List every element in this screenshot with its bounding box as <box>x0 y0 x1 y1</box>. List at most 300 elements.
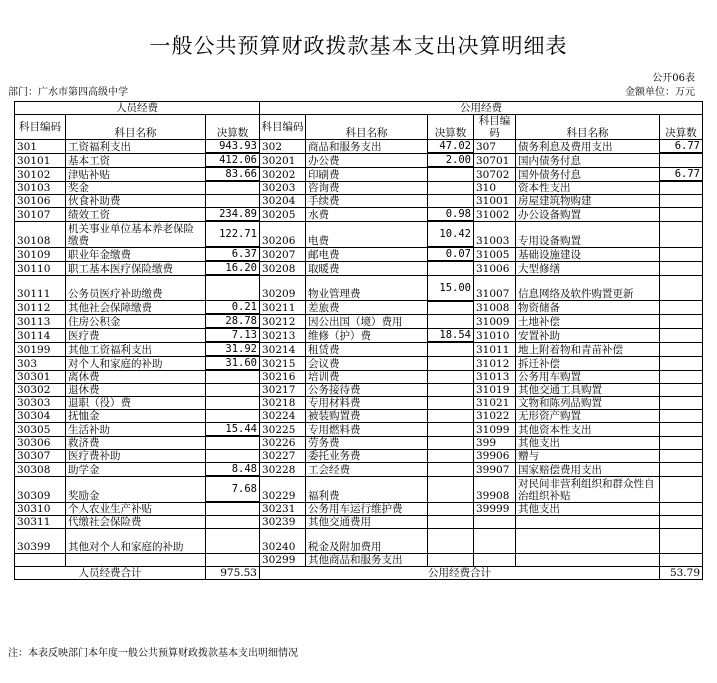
amount-value <box>660 247 703 261</box>
subject-name: 救济费 <box>66 436 206 450</box>
subject-code: 30205 <box>260 208 306 222</box>
amount-value: 2.00 <box>428 153 474 167</box>
subject-code: 30399 <box>15 529 66 554</box>
subject-code: 30209 <box>260 275 306 301</box>
personnel-total-value: 975.53 <box>206 567 260 580</box>
amount-value <box>660 195 703 208</box>
subject-code: 30307 <box>15 450 66 463</box>
amount-value <box>660 328 703 342</box>
subject-name: 咨询费 <box>306 181 428 195</box>
subject-name <box>516 529 660 554</box>
subject-name: 国内债务付息 <box>516 153 660 167</box>
subject-name: 拆迁补偿 <box>516 356 660 370</box>
subject-code: 30702 <box>474 167 516 181</box>
subject-code: 30109 <box>15 247 66 261</box>
subject-code: 310 <box>474 181 516 195</box>
amount-value <box>206 436 260 450</box>
amount-value <box>660 397 703 410</box>
subject-name: 津贴补贴 <box>66 167 206 181</box>
table-row <box>15 153 703 167</box>
subject-code: 30102 <box>15 167 66 181</box>
subject-name: 其他工资福利支出 <box>66 342 206 356</box>
amount-value: 47.02 <box>428 140 474 154</box>
subject-code: 31002 <box>474 208 516 222</box>
amount-value: 31.92 <box>206 342 260 356</box>
amount-value <box>660 516 703 529</box>
amount-value <box>428 436 474 450</box>
footnote: 注：本表反映部门本年度一般公共预算财政拨款基本支出明细情况 <box>8 648 298 659</box>
subject-name: 被装购置费 <box>306 410 428 423</box>
subject-name: 奖金 <box>66 181 206 195</box>
table-row <box>15 502 703 516</box>
amount-value: 8.48 <box>206 463 260 477</box>
table-row <box>15 167 703 181</box>
subject-code: 30311 <box>15 516 66 529</box>
subject-code: 30227 <box>260 450 306 463</box>
subject-code: 30701 <box>474 153 516 167</box>
amount-value <box>660 342 703 356</box>
subject-code: 30303 <box>15 397 66 410</box>
subject-name: 机关事业单位基本养老保险缴费 <box>66 221 206 247</box>
table-row <box>15 554 703 567</box>
amount-value <box>428 370 474 384</box>
table-row <box>15 342 703 356</box>
subject-name: 其他商品和服务支出 <box>306 554 428 567</box>
subject-code: 31022 <box>474 410 516 423</box>
subject-name: 基础设施建设 <box>516 247 660 261</box>
subject-code: 30216 <box>260 370 306 384</box>
amount-value <box>428 554 474 567</box>
subject-name: 住房公积金 <box>66 314 206 328</box>
table-row <box>15 529 703 554</box>
subject-name: 其他对个人和家庭的补助 <box>66 529 206 554</box>
table-row <box>15 410 703 423</box>
subject-code <box>474 554 516 567</box>
subject-name: 公务用车购置 <box>516 370 660 384</box>
subject-code: 30213 <box>260 328 306 342</box>
name-header: 科目名称 <box>66 115 206 140</box>
subject-name: 债务利息及费用支出 <box>516 140 660 154</box>
subject-code: 30103 <box>15 181 66 195</box>
table-row <box>15 275 703 301</box>
subject-name: 退职（役）费 <box>66 397 206 410</box>
table-row <box>15 516 703 529</box>
subject-name: 物业管理费 <box>306 275 428 301</box>
amount-value <box>660 450 703 463</box>
subject-code: 31006 <box>474 261 516 275</box>
amount-value <box>428 397 474 410</box>
table-row <box>15 328 703 342</box>
amount-value: 0.07 <box>428 247 474 261</box>
amount-value: 31.60 <box>206 356 260 370</box>
subject-code: 303 <box>15 356 66 370</box>
subject-name: 对民间非营利组织和群众性自治组织补贴 <box>516 476 660 502</box>
amount-value <box>660 153 703 167</box>
amount-value <box>660 261 703 275</box>
subject-name: 劳务费 <box>306 436 428 450</box>
subject-code: 30228 <box>260 463 306 477</box>
subject-code: 39906 <box>474 450 516 463</box>
subject-name: 奖励金 <box>66 476 206 502</box>
amount-value <box>428 181 474 195</box>
subject-code: 30202 <box>260 167 306 181</box>
subject-code: 31001 <box>474 195 516 208</box>
code-header: 科目编码 <box>474 115 516 140</box>
table-row <box>15 195 703 208</box>
subject-name: 培训费 <box>306 370 428 384</box>
subject-code: 30212 <box>260 314 306 328</box>
subject-code: 30106 <box>15 195 66 208</box>
table-row <box>15 370 703 384</box>
subject-code: 301 <box>15 140 66 154</box>
table-row <box>15 356 703 370</box>
amount-value <box>660 301 703 315</box>
amount-value <box>660 436 703 450</box>
subject-name: 因公出国（境）费用 <box>306 314 428 328</box>
subject-name: 差旅费 <box>306 301 428 315</box>
amount-value <box>660 370 703 384</box>
subject-code: 30304 <box>15 410 66 423</box>
subject-name: 土地补偿 <box>516 314 660 328</box>
amount-value <box>206 397 260 410</box>
subject-name: 代缴社会保险费 <box>66 516 206 529</box>
name-header: 科目名称 <box>516 115 660 140</box>
subject-code: 30214 <box>260 342 306 356</box>
amount-value: 122.71 <box>206 221 260 247</box>
form-number: 公开06表 <box>652 73 695 84</box>
subject-name: 房屋建筑物购建 <box>516 195 660 208</box>
subject-name: 大型修缮 <box>516 261 660 275</box>
subject-name: 绩效工资 <box>66 208 206 222</box>
table-row <box>15 181 703 195</box>
amount-value <box>206 384 260 397</box>
subject-name: 无形资产购置 <box>516 410 660 423</box>
subject-name: 其他支出 <box>516 436 660 450</box>
subject-name: 电费 <box>306 221 428 247</box>
table-row <box>15 314 703 328</box>
subject-name: 其他交通费用 <box>306 516 428 529</box>
subject-code: 30306 <box>15 436 66 450</box>
subject-code: 30302 <box>15 384 66 397</box>
subject-name <box>516 516 660 529</box>
subject-code: 30229 <box>260 476 306 502</box>
subject-code: 31005 <box>474 247 516 261</box>
amount-header: 决算数 <box>206 115 260 140</box>
amount-value <box>428 261 474 275</box>
subject-name: 资本性支出 <box>516 181 660 195</box>
subject-name: 抚恤金 <box>66 410 206 423</box>
subject-code: 30204 <box>260 195 306 208</box>
subject-name: 伙食补助费 <box>66 195 206 208</box>
subject-code: 31019 <box>474 384 516 397</box>
amount-value: 6.77 <box>660 167 703 181</box>
subject-code: 30240 <box>260 529 306 554</box>
amount-value: 10.42 <box>428 221 474 247</box>
subject-name: 手续费 <box>306 195 428 208</box>
amount-header: 决算数 <box>428 115 474 140</box>
subject-name: 专用材料费 <box>306 397 428 410</box>
subject-name: 国外债务付息 <box>516 167 660 181</box>
subject-code: 31012 <box>474 356 516 370</box>
table-row <box>15 247 703 261</box>
subject-code: 30108 <box>15 221 66 247</box>
amount-value: 15.44 <box>206 423 260 437</box>
subject-name: 公务用车运行维护费 <box>306 502 428 516</box>
amount-value: 412.06 <box>206 153 260 167</box>
subject-code: 39908 <box>474 476 516 502</box>
subject-code: 30310 <box>15 502 66 516</box>
subject-code: 30215 <box>260 356 306 370</box>
subject-code: 39999 <box>474 502 516 516</box>
amount-value: 7.13 <box>206 328 260 342</box>
amount-value <box>428 195 474 208</box>
amount-value: 16.20 <box>206 261 260 275</box>
amount-value: 6.77 <box>660 140 703 154</box>
table-row <box>15 221 703 247</box>
amount-value <box>428 356 474 370</box>
table-row <box>15 140 703 154</box>
subject-code: 30206 <box>260 221 306 247</box>
subject-code: 30218 <box>260 397 306 410</box>
subject-name: 助学金 <box>66 463 206 477</box>
amount-value <box>428 529 474 554</box>
subject-name: 租赁费 <box>306 342 428 356</box>
subject-code: 39907 <box>474 463 516 477</box>
table-row <box>15 208 703 222</box>
subject-name: 职业年金缴费 <box>66 247 206 261</box>
subject-name: 对个人和家庭的补助 <box>66 356 206 370</box>
subject-code: 30309 <box>15 476 66 502</box>
table-row <box>15 384 703 397</box>
subject-name: 其他资本性支出 <box>516 423 660 437</box>
public-total-value: 53.79 <box>660 567 703 580</box>
table-row <box>15 476 703 502</box>
amount-value <box>206 529 260 554</box>
subject-code: 31011 <box>474 342 516 356</box>
amount-value: 15.00 <box>428 275 474 301</box>
amount-value: 6.37 <box>206 247 260 261</box>
subject-code: 31010 <box>474 328 516 342</box>
subject-name: 其他支出 <box>516 502 660 516</box>
amount-value: 28.78 <box>206 314 260 328</box>
amount-value <box>206 450 260 463</box>
subject-code: 30225 <box>260 423 306 437</box>
amount-value <box>660 384 703 397</box>
subject-code: 30208 <box>260 261 306 275</box>
amount-value <box>660 221 703 247</box>
subject-code: 302 <box>260 140 306 154</box>
amount-value: 18.54 <box>428 328 474 342</box>
subject-code: 30111 <box>15 275 66 301</box>
code-header: 科目编码 <box>260 115 306 140</box>
table-row <box>15 450 703 463</box>
table-row <box>15 301 703 315</box>
amount-value <box>660 208 703 222</box>
table-row <box>15 436 703 450</box>
amount-value <box>660 181 703 195</box>
amount-value <box>428 384 474 397</box>
subject-name: 物资储备 <box>516 301 660 315</box>
subject-code: 30110 <box>15 261 66 275</box>
subject-name: 离休费 <box>66 370 206 384</box>
subject-code: 30226 <box>260 436 306 450</box>
amount-value <box>660 356 703 370</box>
subject-name: 委托业务费 <box>306 450 428 463</box>
subject-name: 办公设备购置 <box>516 208 660 222</box>
subject-name: 税金及附加费用 <box>306 529 428 554</box>
amount-value <box>206 181 260 195</box>
subject-name: 专用设备购置 <box>516 221 660 247</box>
subject-name: 地上附着物和青苗补偿 <box>516 342 660 356</box>
subject-code: 30224 <box>260 410 306 423</box>
amount-value <box>660 314 703 328</box>
subject-name: 文物和陈列品购置 <box>516 397 660 410</box>
subject-code: 30239 <box>260 516 306 529</box>
subject-code: 31007 <box>474 275 516 301</box>
amount-value <box>428 167 474 181</box>
subject-code <box>474 516 516 529</box>
subject-code: 30231 <box>260 502 306 516</box>
personnel-total-label: 人员经费合计 <box>15 567 206 580</box>
subject-code: 30203 <box>260 181 306 195</box>
subject-code: 399 <box>474 436 516 450</box>
subject-name: 取暖费 <box>306 261 428 275</box>
amount-value <box>428 342 474 356</box>
table-row <box>15 261 703 275</box>
amount-value <box>660 476 703 502</box>
subject-name: 邮电费 <box>306 247 428 261</box>
subject-code: 30112 <box>15 301 66 315</box>
subject-code: 30113 <box>15 314 66 328</box>
subject-code: 31013 <box>474 370 516 384</box>
code-header: 科目编码 <box>15 115 66 140</box>
subject-name: 福利费 <box>306 476 428 502</box>
name-header: 科目名称 <box>306 115 428 140</box>
amount-value <box>206 502 260 516</box>
amount-value <box>428 423 474 437</box>
subject-code: 307 <box>474 140 516 154</box>
amount-value <box>206 410 260 423</box>
subject-code: 31099 <box>474 423 516 437</box>
subject-name: 医疗费补助 <box>66 450 206 463</box>
subject-name: 商品和服务支出 <box>306 140 428 154</box>
subject-name: 其他交通工具购置 <box>516 384 660 397</box>
subject-name: 工会经费 <box>306 463 428 477</box>
subject-name: 公务员医疗补助缴费 <box>66 275 206 301</box>
subject-name: 个人农业生产补贴 <box>66 502 206 516</box>
subject-code: 31003 <box>474 221 516 247</box>
amount-value <box>428 450 474 463</box>
public-header: 公用经费 <box>260 102 703 115</box>
personnel-header: 人员经费 <box>15 102 260 115</box>
subject-code: 30207 <box>260 247 306 261</box>
subject-code: 30301 <box>15 370 66 384</box>
subject-name: 赠与 <box>516 450 660 463</box>
amount-value <box>660 275 703 301</box>
amount-value <box>660 423 703 437</box>
subject-name: 维修（护）费 <box>306 328 428 342</box>
amount-value <box>660 554 703 567</box>
amount-value <box>428 314 474 328</box>
amount-value: 234.89 <box>206 208 260 222</box>
amount-value <box>660 529 703 554</box>
amount-value: 0.21 <box>206 301 260 315</box>
subject-name: 水费 <box>306 208 428 222</box>
subject-code: 30199 <box>15 342 66 356</box>
amount-value <box>206 370 260 384</box>
amount-value: 943.93 <box>206 140 260 154</box>
subject-name: 退休费 <box>66 384 206 397</box>
amount-value <box>428 463 474 477</box>
subject-name: 专用燃料费 <box>306 423 428 437</box>
subject-name: 职工基本医疗保险缴费 <box>66 261 206 275</box>
subject-code: 30211 <box>260 301 306 315</box>
subject-name: 办公费 <box>306 153 428 167</box>
amount-value <box>660 502 703 516</box>
subject-name <box>516 554 660 567</box>
table-row <box>15 397 703 410</box>
subject-code: 31009 <box>474 314 516 328</box>
subject-code: 30201 <box>260 153 306 167</box>
amount-value <box>428 476 474 502</box>
table-row <box>15 463 703 477</box>
subject-name: 生活补助 <box>66 423 206 437</box>
table-row <box>15 423 703 437</box>
amount-value: 0.98 <box>428 208 474 222</box>
public-total-label: 公用经费合计 <box>260 567 660 580</box>
amount-value <box>206 275 260 301</box>
subject-name: 印刷费 <box>306 167 428 181</box>
subject-name: 医疗费 <box>66 328 206 342</box>
amount-value <box>428 502 474 516</box>
subject-code: 30114 <box>15 328 66 342</box>
amount-value <box>660 463 703 477</box>
amount-value <box>428 516 474 529</box>
amount-value <box>428 410 474 423</box>
amount-value <box>428 301 474 315</box>
amount-value: 7.68 <box>206 476 260 502</box>
department-label: 部门：广水市第四高级中学 <box>8 87 128 98</box>
subject-name: 国家赔偿费用支出 <box>516 463 660 477</box>
subject-code: 30305 <box>15 423 66 437</box>
amount-value <box>206 554 260 567</box>
subject-name: 公务接待费 <box>306 384 428 397</box>
amount-value <box>206 516 260 529</box>
subject-name: 基本工资 <box>66 153 206 167</box>
subject-code <box>474 529 516 554</box>
amount-header: 决算数 <box>660 115 703 140</box>
amount-value <box>206 195 260 208</box>
subject-code: 30308 <box>15 463 66 477</box>
subject-code: 30107 <box>15 208 66 222</box>
expenditure-table <box>14 101 703 580</box>
subject-name: 信息网络及软件购置更新 <box>516 275 660 301</box>
amount-value <box>660 410 703 423</box>
subject-code: 30299 <box>260 554 306 567</box>
amount-value: 83.66 <box>206 167 260 181</box>
subject-code: 31008 <box>474 301 516 315</box>
subject-name: 其他社会保障缴费 <box>66 301 206 315</box>
subject-code: 30101 <box>15 153 66 167</box>
amount-unit: 金额单位：万元 <box>625 87 695 98</box>
subject-name <box>66 554 206 567</box>
page-title: 一般公共预算财政拨款基本支出决算明细表 <box>149 34 568 58</box>
subject-name: 会议费 <box>306 356 428 370</box>
subject-name: 工资福利支出 <box>66 140 206 154</box>
subject-code: 31021 <box>474 397 516 410</box>
subject-name: 安置补助 <box>516 328 660 342</box>
subject-code <box>15 554 66 567</box>
